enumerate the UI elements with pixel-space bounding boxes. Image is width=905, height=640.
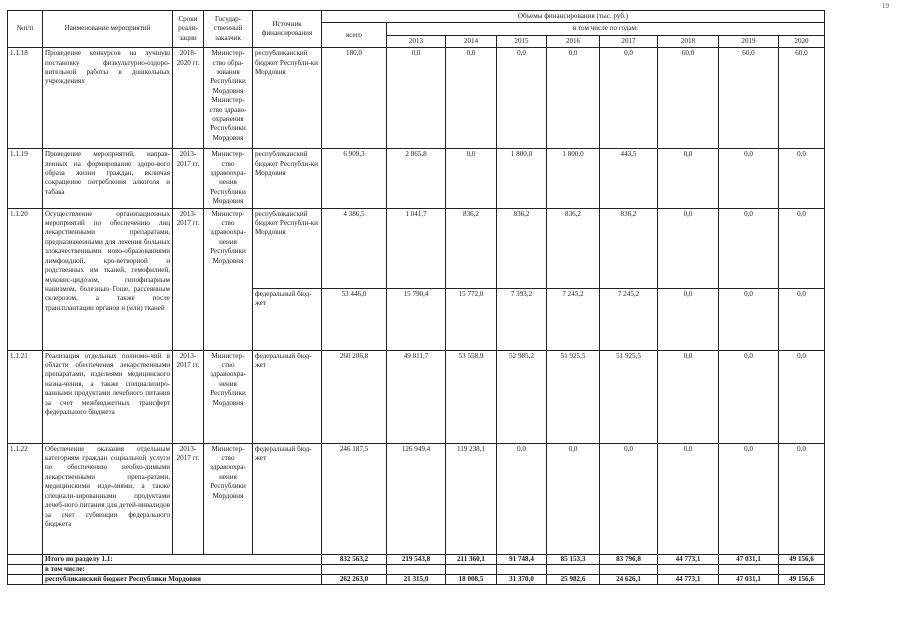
row-num: 1.1.20 — [8, 208, 43, 350]
row-name: Проведение мероприятий, направ-ленных на формирование здоро-вого образа жизни граждан, включая сокращение потребления алкоголя и табака — [43, 149, 173, 208]
section-total-row — [8, 554, 825, 564]
empty-cell — [719, 564, 779, 574]
page-number: 19 — [882, 2, 889, 10]
header-year: 2019 — [719, 35, 779, 47]
section-total-value: 211 360,1 — [446, 554, 497, 564]
republic-value: 31 370,0 — [497, 574, 547, 584]
row-term: 2013-2017 гг. — [173, 208, 204, 350]
row-total: 246 187,5 — [322, 443, 387, 554]
row-value: 0,0 — [658, 350, 719, 443]
empty-cell — [547, 564, 600, 574]
row-customer: Министер-ство здравоохра-нения Республики Мордовия — [204, 149, 253, 208]
republic-value: 44 773,1 — [658, 574, 719, 584]
header-year: 2013 — [387, 35, 446, 47]
row-value: 0,0 — [779, 149, 825, 208]
empty-cell — [387, 564, 446, 574]
header-term: Сроки реали-зации — [173, 11, 204, 48]
row-total: 4 386,5 — [322, 208, 387, 288]
header-by-years: в том числе по годам: — [387, 23, 825, 35]
republic-value: 49 156,6 — [779, 574, 825, 584]
table-row — [8, 149, 825, 208]
empty-cell — [497, 564, 547, 574]
republic-value: 25 982,6 — [547, 574, 600, 584]
row-value: 836,2 — [446, 208, 497, 288]
row-value: 0,0 — [547, 48, 600, 149]
row-value: 0,0 — [547, 443, 600, 554]
republic-value: 18 008,5 — [446, 574, 497, 584]
row-value: 0,0 — [719, 149, 779, 208]
row-value: 0,0 — [719, 208, 779, 288]
row-value: 60,0 — [779, 48, 825, 149]
including-row — [8, 564, 825, 574]
row-value: 0,0 — [658, 208, 719, 288]
row-name: Осуществление организационных мероприятий по обеспечению лиц лекарственными препаратами, предназначенными для лечения больных злокачественными ново-образованиями лимфоидной, кро-ветворной и родственных им тканей, гемофилией, муковис-цидозом, гипофизарным нанизмом, болезнью Гоше, рассеянным склерозом, а также после трансплантации органов и (или) тканей — [43, 208, 173, 350]
row-value: 15 772,0 — [446, 288, 497, 350]
row-value: 836,2 — [600, 208, 658, 288]
row-value: 0,0 — [497, 443, 547, 554]
header-row-1 — [8, 11, 825, 23]
republic-value: 47 031,1 — [719, 574, 779, 584]
row-source: федеральный бюд-жет — [253, 288, 322, 350]
row-value: 53 558,9 — [446, 350, 497, 443]
row-term: 2013-2017 гг. — [173, 350, 204, 443]
row-value: 443,5 — [600, 149, 658, 208]
row-value: 119 238,1 — [446, 443, 497, 554]
empty-cell — [8, 554, 43, 564]
row-value: 52 985,2 — [497, 350, 547, 443]
row-value: 51 925,5 — [600, 350, 658, 443]
header-year: 2018 — [658, 35, 719, 47]
row-term: 2013-2017 гг. — [173, 443, 204, 554]
row-value: 2 865,8 — [387, 149, 446, 208]
row-value: 126 949,4 — [387, 443, 446, 554]
row-total: 53 446,0 — [322, 288, 387, 350]
row-value: 60,0 — [658, 48, 719, 149]
section-total-value: 85 153,3 — [547, 554, 600, 564]
row-num: 1.1.18 — [8, 48, 43, 149]
row-source: республиканский бюджет Республи-ки Мордовия — [253, 48, 322, 149]
empty-cell — [600, 564, 658, 574]
section-total-value: 44 773,1 — [658, 554, 719, 564]
header-year: 2015 — [497, 35, 547, 47]
row-customer: Министер-ство здравоохра-нения Республики Мордовия — [204, 443, 253, 554]
row-value: 0,0 — [497, 48, 547, 149]
empty-cell — [8, 564, 43, 574]
header-year: 2017 — [600, 35, 658, 47]
republic-budget-row — [8, 574, 825, 584]
row-value: 1 800,0 — [547, 149, 600, 208]
row-total: 260 206,8 — [322, 350, 387, 443]
section-total-value: 83 796,8 — [600, 554, 658, 564]
row-value: 7 245,2 — [600, 288, 658, 350]
row-value: 7 393,2 — [497, 288, 547, 350]
section-total: 832 563,2 — [322, 554, 387, 564]
row-source: республиканский бюджет Республи-ки Мордовия — [253, 149, 322, 208]
row-term: 2013-2017 гг. — [173, 149, 204, 208]
row-value: 0,0 — [446, 149, 497, 208]
row-value: 0,0 — [658, 288, 719, 350]
empty-cell — [322, 564, 387, 574]
republic-value: 21 315,0 — [387, 574, 446, 584]
row-value: 0,0 — [600, 48, 658, 149]
section-total-label: Итого по разделу 1.1: — [43, 554, 322, 564]
empty-cell — [658, 564, 719, 574]
row-value: 0,0 — [600, 443, 658, 554]
row-source: республиканский бюджет Республи-ки Мордовия — [253, 208, 322, 288]
row-num: 1.1.21 — [8, 350, 43, 443]
row-value: 0,0 — [719, 350, 779, 443]
row-value: 0,0 — [658, 149, 719, 208]
empty-cell — [8, 574, 43, 584]
row-source: федеральный бюд-жет — [253, 350, 322, 443]
row-value: 15 790,4 — [387, 288, 446, 350]
row-value: 0,0 — [779, 288, 825, 350]
row-name: Обеспечение оказания отдельным категориям граждан социальной услуги по обеспечению необхо-димыми лекарственными препа-ратами, медицинскими изде-лиями, а также специали-зированными продуктами лечеб-ного питания для детей-инвалидов за счет субвенции федерального бюджета — [43, 443, 173, 554]
row-total: 6 909,3 — [322, 149, 387, 208]
empty-cell — [446, 564, 497, 574]
row-value: 0,0 — [779, 443, 825, 554]
row-value: 0,0 — [779, 350, 825, 443]
financing-table — [7, 10, 825, 585]
row-value: 0,0 — [719, 288, 779, 350]
section-total-value: 47 031,1 — [719, 554, 779, 564]
row-customer: Министер-ство здравоохра-нения Республики Мордовия — [204, 208, 253, 350]
row-value: 1 041,7 — [387, 208, 446, 288]
row-value: 0,0 — [446, 48, 497, 149]
section-total-value: 49 156,6 — [779, 554, 825, 564]
row-value: 49 811,7 — [387, 350, 446, 443]
table-row — [8, 350, 825, 443]
row-value: 0,0 — [387, 48, 446, 149]
row-name: Проведение конкурсов на лучшую постановку физкультурно-оздоро-вительной работы в дошкольных учреждениях — [43, 48, 173, 149]
row-customer: Министер-ство обра-зования Республики Мордовия Министер-ство здраво-охранения Республики Мордовия — [204, 48, 253, 149]
header-year: 2020 — [779, 35, 825, 47]
row-value: 7 245,2 — [547, 288, 600, 350]
republic-budget-label: республиканский бюджет Республики Мордовия — [43, 574, 322, 584]
row-num: 1.1.19 — [8, 149, 43, 208]
row-value: 0,0 — [779, 208, 825, 288]
section-total-value: 219 543,8 — [387, 554, 446, 564]
row-value: 836,2 — [497, 208, 547, 288]
empty-cell — [779, 564, 825, 574]
including-label: в том числе: — [43, 564, 322, 574]
row-term: 2018-2020 гг. — [173, 48, 204, 149]
row-value: 0,0 — [658, 443, 719, 554]
header-source: Источник финансирования — [253, 11, 322, 48]
row-num: 1.1.22 — [8, 443, 43, 554]
row-value: 1 800,0 — [497, 149, 547, 208]
header-customer: Государ-ственный заказчик — [204, 11, 253, 48]
header-volumes: Объемы финансирования (тыс. руб.) — [322, 11, 825, 23]
header-year: 2016 — [547, 35, 600, 47]
row-total: 180,0 — [322, 48, 387, 149]
table-row — [8, 48, 825, 149]
row-source: федеральный бюд-жет — [253, 443, 322, 554]
row-value: 836,2 — [547, 208, 600, 288]
header-name: Наименование мероприятий — [43, 11, 173, 48]
table-row — [8, 443, 825, 554]
row-value: 60,0 — [719, 48, 779, 149]
republic-value: 24 626,1 — [600, 574, 658, 584]
section-total-value: 91 748,4 — [497, 554, 547, 564]
header-year: 2014 — [446, 35, 497, 47]
row-name: Реализация отдельных полномо-чий в области обеспечения лекарственными препаратами, изделиями медицинского назна-чения, а также специализиро-ванными продуктами лечебного питания за счет межбюджетных трансферт федерального бюджета — [43, 350, 173, 443]
row-value: 0,0 — [719, 443, 779, 554]
row-customer: Министер-ство здравоохра-нения Республики Мордовия — [204, 350, 253, 443]
header-total: всего — [322, 23, 387, 48]
header-num: №п/п — [8, 11, 43, 48]
table-row — [8, 208, 825, 288]
row-value: 51 925,5 — [547, 350, 600, 443]
republic-total: 262 263,0 — [322, 574, 387, 584]
